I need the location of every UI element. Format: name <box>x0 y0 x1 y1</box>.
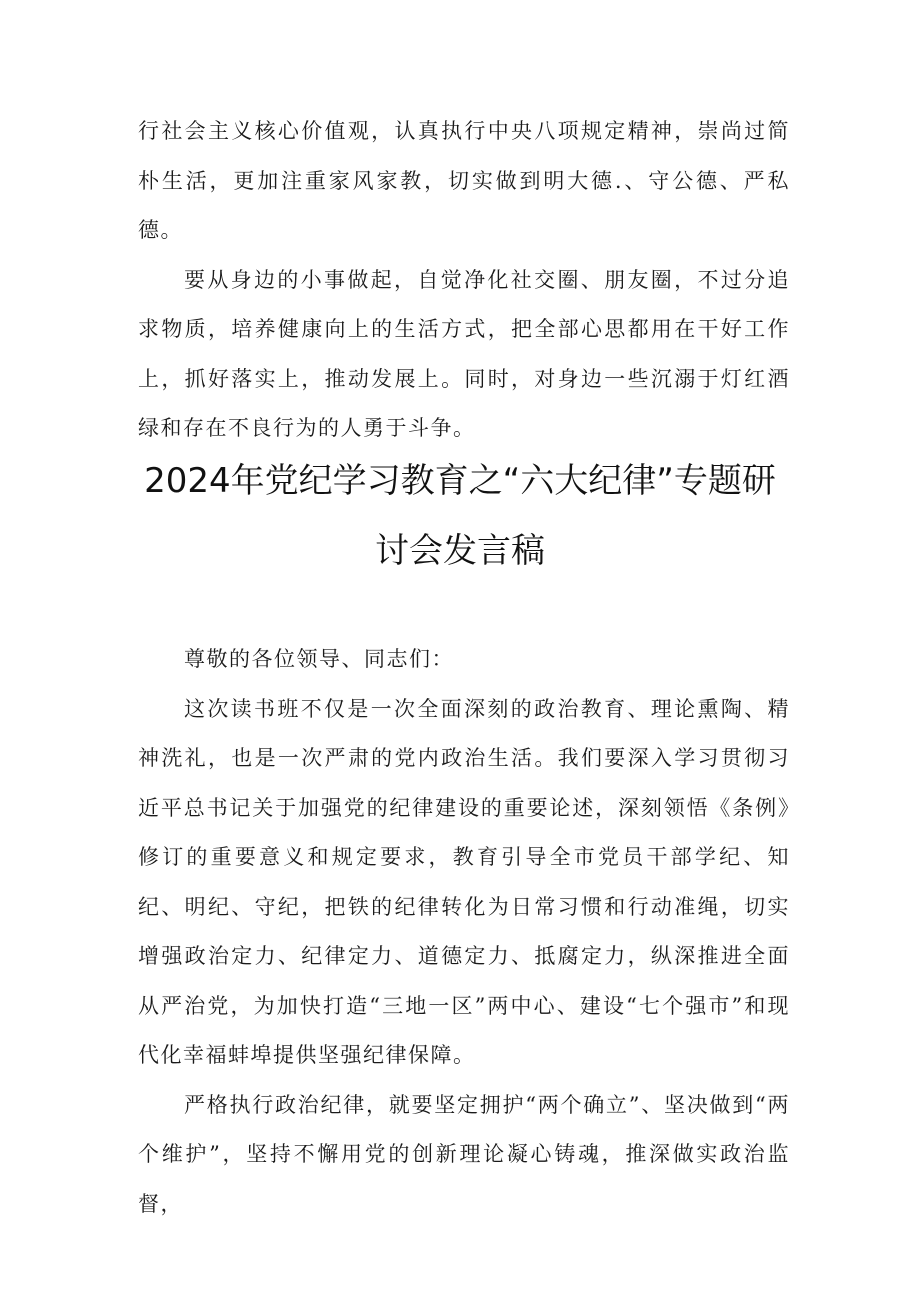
salutation: 尊敬的各位领导、同志们： <box>184 647 454 671</box>
title-line-2: 讨会发言稿 <box>375 531 545 571</box>
speech-body <box>138 635 790 1229</box>
title-line-1: 2024年党纪学习教育之“六大纪律”专题研 <box>144 461 776 501</box>
continuation-section <box>138 107 790 454</box>
body-paragraph-1: 这次读书班不仅是一次全面深刻的政治教育、理论熏陶、精神洗礼，也是一次严肃的党内政治生活。我们要深入学习贯彻习近平总书记关于加强党的纪律建设的重要论述，深刻领悟《条例》修订的重要意义和规定要求，教育引导全市党员干部学纪、知纪、明纪、守纪，把铁的纪律转化为日常习惯和行动准绳，切实增强政治定力、纪律定力、道德定力、抵腐定力，纵深推进全面从严治党，为加快打造“三地一区”两中心、建设“七个强市”和现代化幸福蚌埠提供坚强纪律保障。 <box>138 696 790 1067</box>
continuation-paragraph-1: 行社会主义核心价值观，认真执行中央八项规定精神，崇尚过简朴生活，更加注重家风家教，切实做到明大德.、守公德、严私德。 <box>138 119 790 242</box>
document-title <box>80 446 840 586</box>
body-paragraph-2: 严格执行政治纪律，就要坚定拥护“两个确立”、坚决做到“两个维护”，坚持不懈用党的创新理论凝心铸魂，推深做实政治监督， <box>138 1092 790 1216</box>
continuation-paragraph-2: 要从身边的小事做起，自觉净化社交圈、朋友圈，不过分追求物质，培养健康向上的生活方式，把全部心思都用在干好工作上，抓好落实上，推动发展上。同时，对身边一些沉溺于灯红酒绿和存在不良行为的人勇于斗争。 <box>138 267 790 440</box>
